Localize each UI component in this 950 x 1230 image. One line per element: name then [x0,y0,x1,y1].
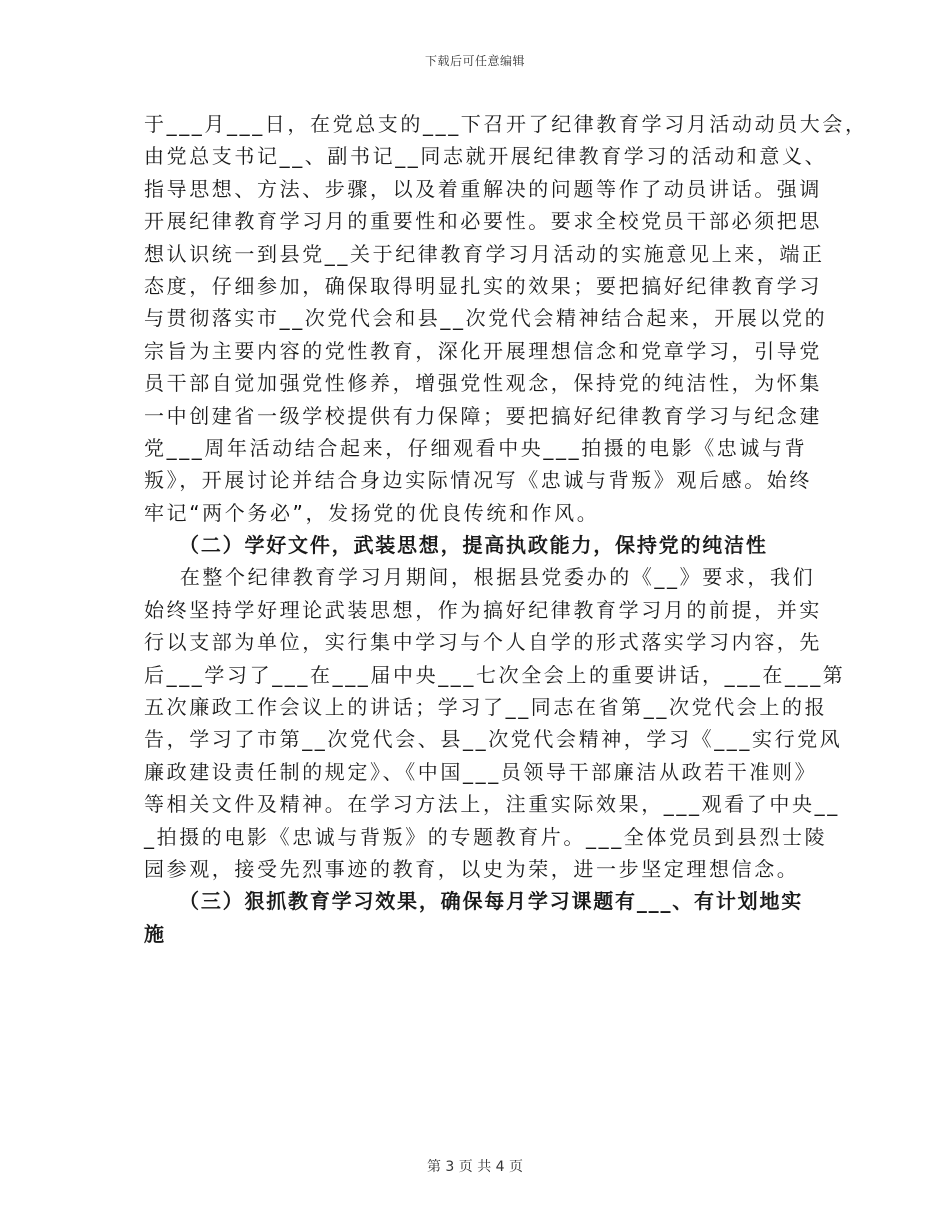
body-line: 等相关文件及精神。在学习方法上，注重实际效果，___观看了中央__ [144,792,840,817]
body-line: 指导思想、方法、步骤，以及着重解决的问题等作了动员讲话。强调 [144,176,822,201]
body-line: 想认识统一到县党__关于纪律教育学习月活动的实施意见上来，端正 [144,241,825,266]
body-line: 员干部自觉加强党性修养，增强党性观念，保持党的纯洁性，为怀集 [144,371,822,396]
body-line: 叛》，开展讨论并结合身边实际情况写《忠诚与背叛》观后感。始终 [144,468,812,493]
body-line: 在整个纪律教育学习月期间，根据县党委办的《__》要求，我们 [144,565,816,590]
body-line: 牢记“两个务必”，发扬党的优良传统和作风。 [144,500,600,525]
page-header: 下载后可任意编辑 [424,54,525,68]
section-heading-3-continued: 施 [144,921,166,946]
body-line: 园参观，接受先烈事迹的教育，以史为荣，进一步坚定理想信念。 [144,856,800,881]
body-line: 五次廉政工作会议上的讲话；学习了__同志在省第__次党代会上的报 [144,695,828,720]
body-line: 告，学习了市第__次党代会、县__次党代会精神，学习《___实行党风 [144,727,843,752]
page-footer: 第 3 页 共 4 页 [426,1159,524,1175]
body-line: 党___周年活动结合起来，仔细观看中央___拍摄的电影《忠诚与背 [144,435,808,460]
body-line: 行以支部为单位，实行集中学习与个人自学的形式落实学习内容，先 [144,630,822,655]
body-line: 于___月___日，在党总支的___下召开了纪律教育学习月活动动员大会， [144,112,868,136]
body-line: 后___学习了___在___届中央___七次全会上的重要讲话，___在___第 [144,662,846,687]
document-body [144,108,868,950]
body-line: 廉政建设责任制的规定》、《中国___员领导干部廉洁从政若干准则》 [144,759,818,784]
body-line: _拍摄的电影《忠诚与背叛》的专题教育片。___全体党员到县烈士陵 [144,824,828,849]
body-line: 与贯彻落实市__次党代会和县__次党代会精神结合起来，开展以党的 [144,306,828,331]
section-heading-2: （二）学好文件，武装思想，提高执政能力，保持党的纯洁性 [144,533,768,558]
body-line: 由党总支书记__、副书记__同志就开展纪律教育学习的活动和意义、 [144,144,828,169]
section-heading-3: （三）狠抓教育学习效果，确保每月学习课题有___、有计划地实 [144,889,804,914]
body-line: 态度，仔细参加，确保取得明显扎实的效果；要把搞好纪律教育学习 [144,273,822,298]
body-line: 一中创建省一级学校提供有力保障；要把搞好纪律教育学习与纪念建 [144,403,822,428]
body-line: 宗旨为主要内容的党性教育，深化开展理想信念和党章学习，引导党 [144,338,822,363]
body-line: 始终坚持学好理论武装思想，作为搞好纪律教育学习月的前提，并实 [144,597,822,622]
body-line: 开展纪律教育学习月的重要性和必要性。要求全校党员干部必须把思 [144,209,822,234]
